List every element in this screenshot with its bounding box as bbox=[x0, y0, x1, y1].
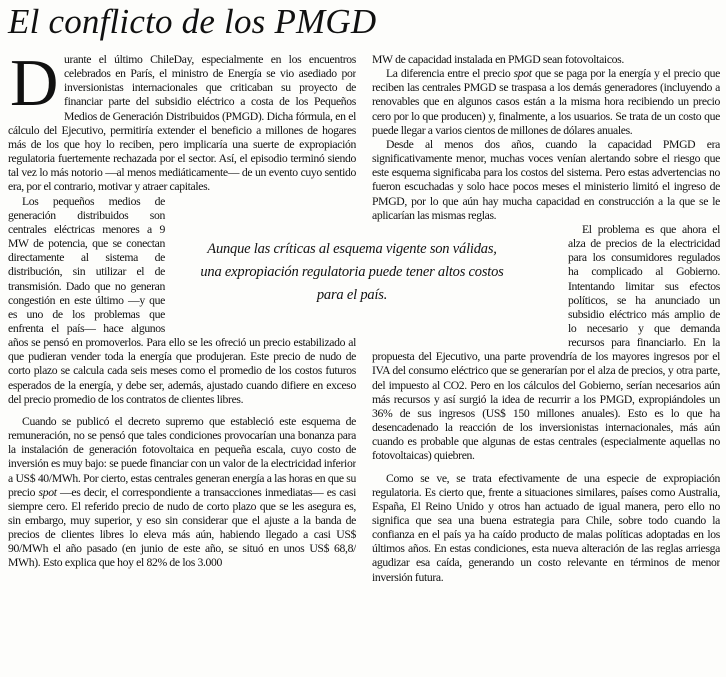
paragraph-r1-text-a: La diferencia entre el precio bbox=[386, 67, 514, 81]
article-column-left bbox=[8, 53, 356, 677]
paragraph-r4: Como se ve, se trata efectivamente de una especie de expropiación regulatoria. Es cierto que, frente a situaciones similares, países como Australia, España, El Reino Unido y otros han actuado de igual manera, pero ello no significa que sea una buena estrategia para Chile, sobre todo cuando la confianza en el país ya ha caído producto de malas políticas adoptadas en los últimos años. En estas condiciones, esta nueva alteración de las reglas arriesga agudizar esa caída, generando un costo relevante en términos de menor inversión futura. bbox=[372, 471, 720, 584]
paragraph-1-text: urante el último ChileDay, especialmente en los encuentros celebrados en París, el ministro de Energía se vio asediado por inversionistas internacionales que criticaban su proyecto de financiar parte del subsidio eléctrico a costa de los Pequeños Medios de Generación Distribuidos (PMGD). Dicha fórmula, en el cálculo del Ejecutivo, permitiría extender el beneficio a millones de hogares más de los que hoy lo reciben, pero implicaría una suerte de expropiación regulatoria fuertemente rechazada por el sector. Así, el episodio terminó siendo tal vez lo más notorio —al menos mediáticamente— de un evento cuyo sentido era, por el contrario, motivar y atraer capitales. bbox=[8, 53, 356, 194]
spot-term: spot bbox=[38, 485, 57, 499]
pull-quote bbox=[197, 238, 507, 307]
paragraph-2-text: Los pequeños medios de generación distribuidos son centrales eléctricas menores a 9 MW de potencia, que se conectan directamente al sistema de distribución, sin utilizar el de transmisión. Dado que no generan congestión en este último —y que es uno de los problemas que enfrenta el país— hace algunos años se pensó en promoverlos. Para ello se les ofreció un precio estabilizado al que pudieran vender toda la energía que produjeran. Este precio de nudo de corto plazo se calcula cada seis meses como el promedio de los costos futuros esperados de la energía, y debe ser, además, ajustado cuando difiere en exceso del precio promedio de los contratos de clientes libres. bbox=[8, 194, 356, 406]
article-column-right bbox=[372, 53, 720, 677]
paragraph-3-text-b: —es decir, el correspondiente a transacciones inmediatas— es casi siempre cero. El referido precio de nudo de corto plazo que se les asegura es, sin embargo, muy superior, y eso sin considerar que el ajuste a la banda de precios de clientes libres lo eleva más aún, habiendo llegado a casi US$ 90/MWh el año pasado (en junio de este año, se situó en unos US$ 68,8/ MWh). Esto explica que hoy el 82% de los 3.000 bbox=[8, 485, 356, 570]
paragraph-r2: Desde al menos dos años, cuando la capacidad PMGD era significativamente menor, muchas voces venían alertando sobre el riesgo que este esquema significaba para los costos del sistema. Pero estas advertencias no fueron escuchadas y solo hace pocos meses el ministerio limitó el ingreso de PMGD, por lo que aún hay mucha capacidad en construcción a la que se le aplicarían las mismas reglas. bbox=[372, 137, 720, 222]
drop-cap: D bbox=[10, 53, 59, 120]
pull-quote-text: Aunque las críticas al esquema vigente son válidas, una expropiación regulatoria puede tener altos costos para el país. bbox=[200, 241, 504, 303]
paragraph-r1 bbox=[372, 67, 720, 138]
paragraph-r3-text: El problema es que ahora el alza de precios de la electricidad para los consumidores regulados ha complicado al Gobierno. Intentando limitar sus efectos políticos, se ha anunciado un subsidio eléctrico más amplio de lo necesario y que demanda recursos para financiarlo. En la propuesta del Ejecutivo, una parte provendría de los mayores ingresos por el IVA del consumo eléctrico que se generarían por el alza de precios, y otra parte, del impuesto al CO2. Pero en los cálculos del Gobierno, serían necesarios aún más recursos y así surgió la idea de recurrir a los PMGD, expropiándoles un 36% de sus ingresos (US$ 150 millones anuales). Esto es lo que ha desencadenado la reacción de los inversionistas internacionales, más aún cuando es probable que algunas de estas centrales (especialmente aquellas no fotovoltaicas) quiebren. bbox=[372, 222, 720, 463]
paragraph-1 bbox=[8, 53, 356, 195]
article-title: El conflicto de los PMGD bbox=[8, 2, 377, 41]
paragraph-r1-text-b: que se paga por la energía y el precio que reciben las centrales PMGD se traspasa a los demás generadores (incluyendo a renovables que en algunos casos están a la misma hora recibiendo un precio cero por lo que producen) y, finalmente, a los usuarios. Se trata de un costo que puede llegar a varios cientos de millones de dólares anuales. bbox=[372, 67, 720, 137]
paragraph-3 bbox=[8, 415, 356, 571]
paragraph-3-text-a: Cuando se publicó el decreto supremo que estableció este esquema de remuneración, no se pensó que tales condiciones provocarían una bonanza para la instalación de generación fotovoltaica en pequeña escala, cuyo costo de inversión es muy bajo: se puede financiar con un valor de la electricidad inferior a US$ 40/MWh. Por cierto, estas centrales generan energía a las horas en que su precio bbox=[8, 414, 356, 499]
paragraph-r0: MW de capacidad instalada en PMGD sean fotovoltaicos. bbox=[372, 53, 624, 66]
spot-term: spot bbox=[513, 67, 532, 81]
